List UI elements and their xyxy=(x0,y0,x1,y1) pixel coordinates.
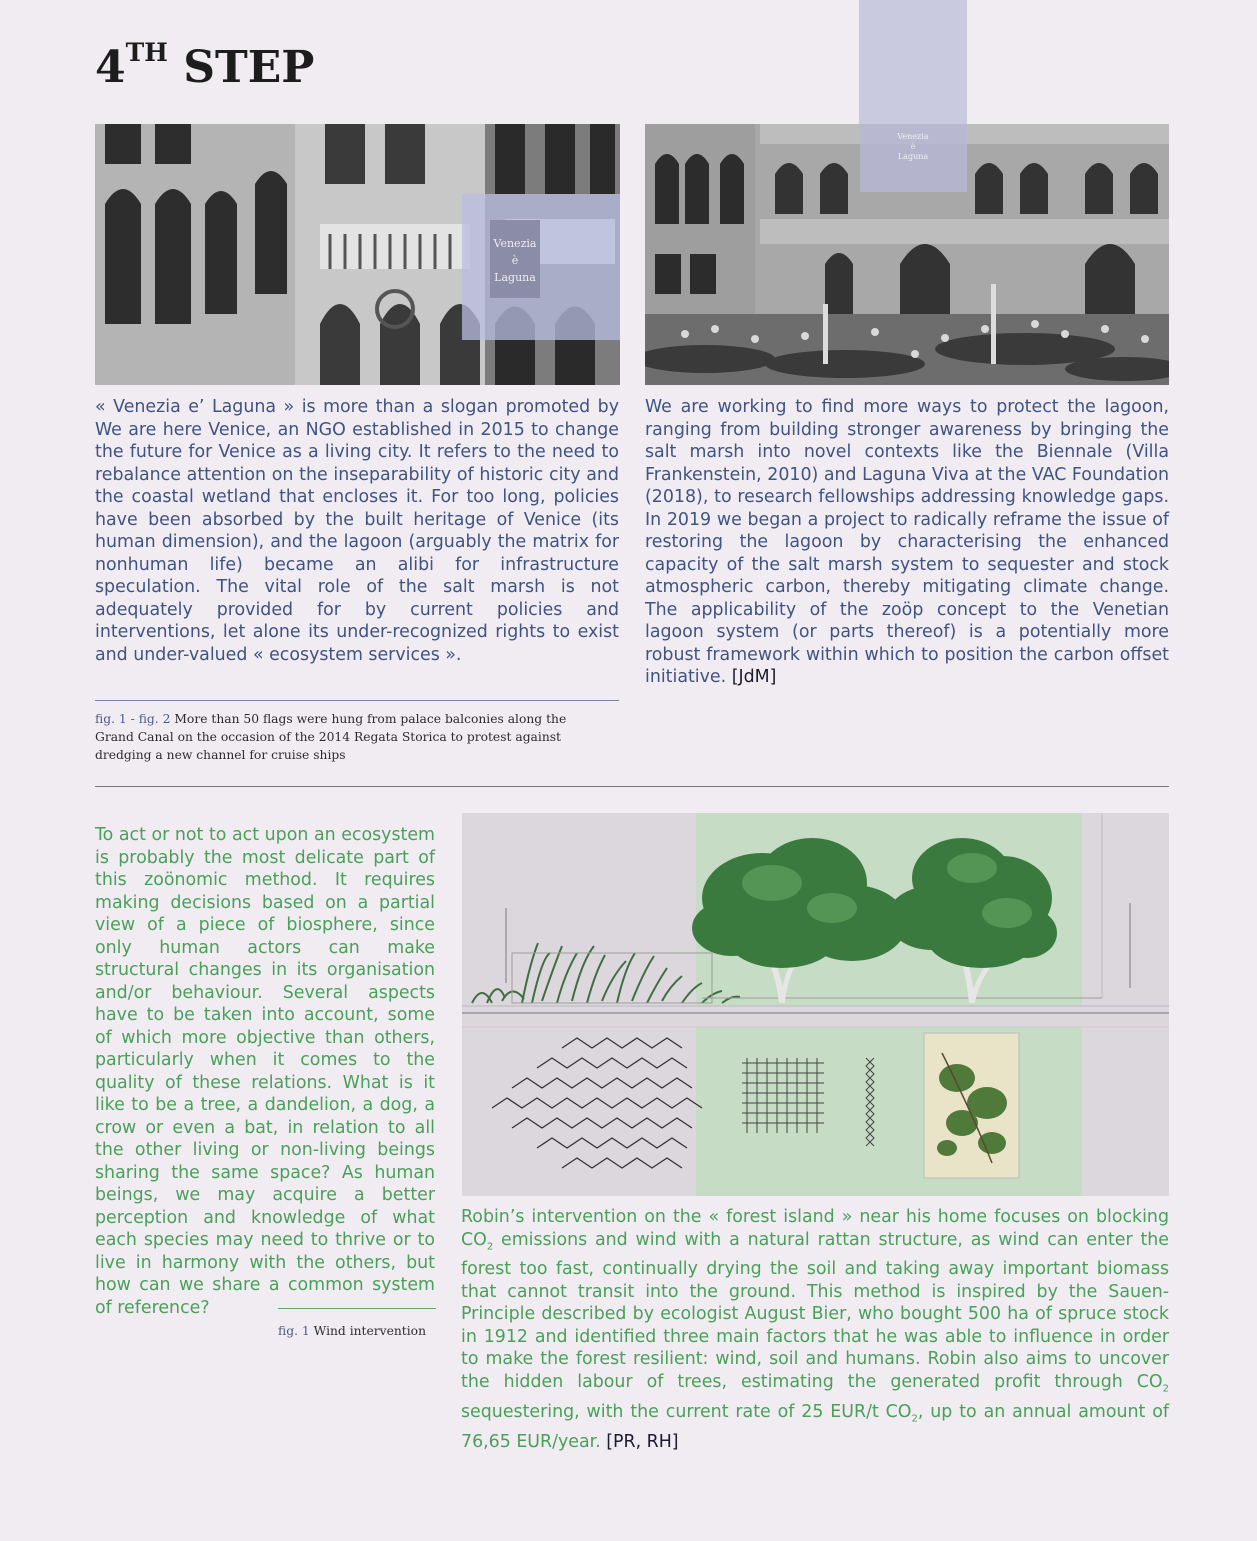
step-number: 4 xyxy=(95,42,126,93)
wind-intervention-illustration xyxy=(462,813,1169,1196)
photo-fig2-regata xyxy=(645,124,1169,385)
author-tag-jdm: [JdM] xyxy=(731,667,777,687)
lagoon-protection-text: We are working to find more ways to protect the lagoon, ranging from building stronger awareness by bringing the salt marsh into novel contexts like the Biennale (Villa Frankenstein, 2010) and Laguna Viva at the VAC Foundation (2018), to research fellowships addressing knowledge gaps. In 2019 we began a project to radically reframe the issue of restoring the lagoon by characterising the enhanced capacity of the salt marsh system to sequester and stock atmospheric carbon, thereby mitigating climate change. The applicability of the zoöp concept to the Venetian lagoon system (or parts thereof) is a potentially more robust framework within which to position the carbon offset initiative. xyxy=(645,397,1169,687)
svg-text:Laguna: Laguna xyxy=(494,271,536,284)
caption-top-text: More than 50 flags were hung from palace balconies along the Grand Canal on the occasion of the 2014 Regata Storica to protest against dredging a new channel for cruise ships xyxy=(95,712,567,762)
page-title xyxy=(95,38,315,93)
step-word: STEP xyxy=(183,42,315,93)
svg-text:Laguna: Laguna xyxy=(897,152,929,161)
caption-bottom-divider xyxy=(278,1308,436,1309)
co2-subscript-3: 2 xyxy=(911,1413,918,1425)
author-tag-pr-rh: [PR, RH] xyxy=(606,1431,679,1452)
robin-text-part1: Robin’s intervention on the « forest island » near his home focuses on blocking CO xyxy=(461,1207,1169,1250)
svg-text:è: è xyxy=(910,142,916,151)
zoonomic-method-paragraph: To act or not to act upon an ecosystem is probably the most delicate part of this zoönomic method. It requires making decisions based on a partial view of a piece of biosphere, since only human actors can make structural changes in its organisation and/or behaviour. Several aspects have to be taken into account, some of which more objective than others, particularly when it comes to the quality of these relations. What is it like to be a tree, a dandelion, a dog, a crow or even a bat, in relation to all the other living or non-living beings sharing the same space? As human beings, we may acquire a better perception and knowledge of what each species may need to thrive or to live in harmony with the others, but how can we share a common system of reference? xyxy=(95,825,435,1318)
robin-text-part3: sequestering, with the current rate of 25 EUR/t CO xyxy=(461,1401,912,1422)
figure-caption-bottom xyxy=(278,1322,448,1340)
robin-text-part4: , up to an annual amount of 76,65 EUR/year. xyxy=(461,1401,1169,1452)
co2-subscript-1: 2 xyxy=(486,1240,494,1252)
co2-subscript-2: 2 xyxy=(1162,1383,1169,1395)
caption-divider xyxy=(95,700,619,701)
figure-caption-top xyxy=(95,710,607,764)
fig2-banner-text: Venezia xyxy=(897,132,929,141)
robin-text-part2: emissions and wind with a natural rattan structure, as wind can enter the forest too fast, continually drying the soil and taking away important biomass that cannot transit into the ground. This method is inspired by the Sauen-Principle described by ecologist August Bier, who bought 500 ha of spruce stock in 1912 and identified three main factors that he was able to influence in order to make the forest resilient: wind, soil and humans. Robin also aims to uncover the hidden labour of trees, estimating the generated profit through CO xyxy=(461,1229,1169,1392)
caption-bottom-text: Wind intervention xyxy=(313,1324,426,1338)
lagoon-protection-paragraph xyxy=(645,396,1169,689)
robin-intervention-paragraph xyxy=(461,1206,1169,1453)
photo-fig1-palace-balcony xyxy=(95,124,620,385)
section-divider xyxy=(95,786,1169,787)
caption-fig-label: fig. 1 - fig. 2 xyxy=(95,712,171,726)
step-suffix: TH xyxy=(125,38,168,67)
intro-paragraph-venezia-e-laguna: « Venezia e’ Laguna » is more than a slogan promoted by We are here Venice, an NGO established in 2015 to change the future for Venice as a living city. It refers to the need to rebalance attention on the inseparability of historic city and the coastal wetland that encloses it. For too long, policies have been absorbed by the built heritage of Venice (its human dimension), and the lagoon (arguably the matrix for nonhuman life) became an alibi for infrastructure speculation. The vital role of the salt marsh is not adequately provided for by current policies and interventions, let alone its under-recognized rights to exist and under-valued « ecosystem services ». xyxy=(95,397,619,665)
svg-text:è: è xyxy=(511,254,519,267)
caption-bottom-fig-label: fig. 1 xyxy=(278,1324,310,1338)
fig1-banner-text: Venezia xyxy=(493,237,537,250)
